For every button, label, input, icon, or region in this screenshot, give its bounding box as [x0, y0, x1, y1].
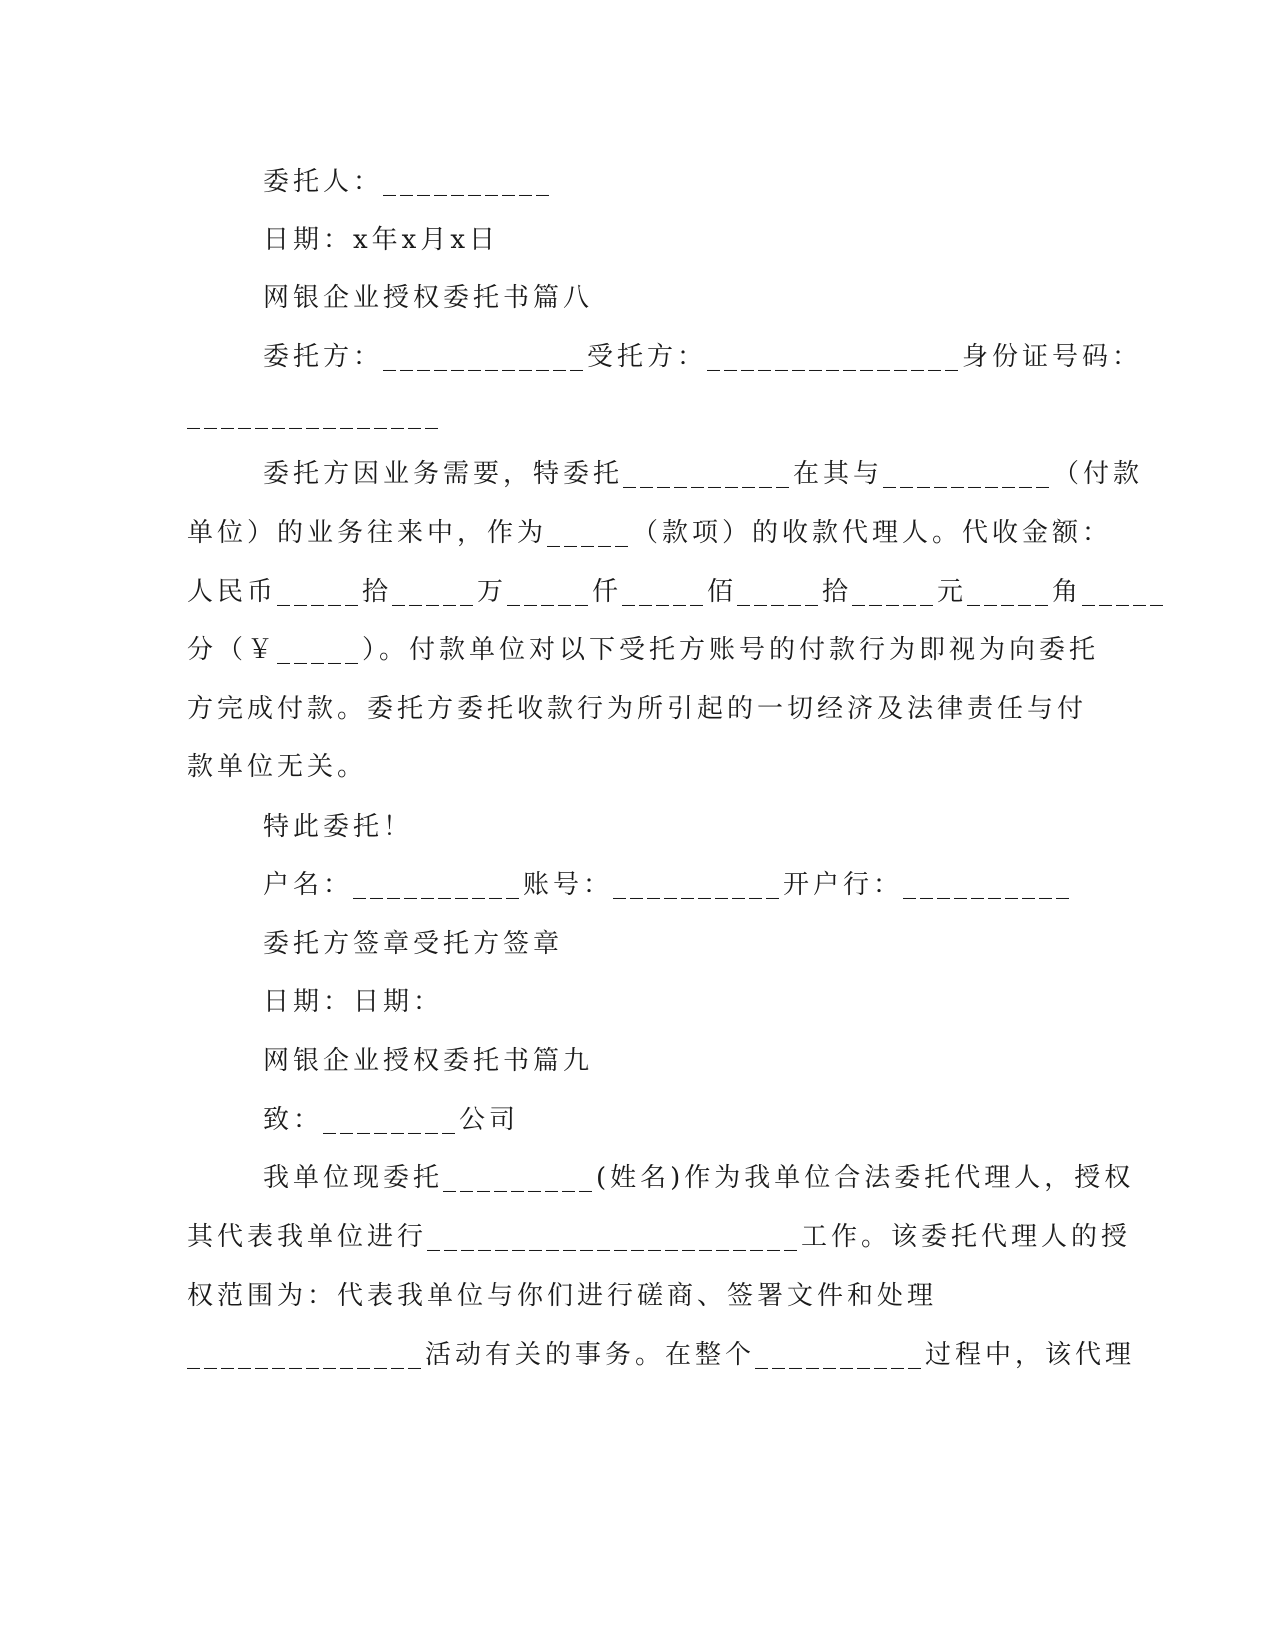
account-line: 户名：__________账号：__________开户行：__________: [263, 870, 1074, 900]
closing-line: 特此委托！: [263, 812, 414, 842]
paragraph-line: 单位）的业务往来中，作为_____（款项）的收款代理人。代收金额：: [187, 518, 1113, 548]
signature-date-line: 日期：日期：: [263, 987, 444, 1017]
paragraph-line: 我单位现委托_________(姓名)作为我单位合法委托代理人，授权: [263, 1163, 1135, 1193]
amount-line: 人民币_____拾_____万_____仟_____佰_____拾_____元_____角_____: [187, 577, 1168, 607]
parties-line: 委托方：____________受托方：_______________身份证号码：: [263, 342, 1143, 372]
paragraph-line: 分（￥_____）。付款单位对以下受托方账号的付款行为即视为向委托: [187, 635, 1100, 665]
date-line: 日期：x年x月x日: [263, 225, 499, 255]
paragraph-line: 其代表我单位进行______________________工作。该委托代理人的授: [187, 1222, 1132, 1252]
id-number-blank: _______________: [187, 400, 442, 430]
paragraph-line: ______________活动有关的事务。在整个__________过程中，该代理: [187, 1340, 1136, 1370]
paragraph-line: 委托方因业务需要，特委托__________在其与__________（付款: [263, 459, 1144, 489]
paragraph-line: 权范围为：代表我单位与你们进行磋商、签署文件和处理: [187, 1281, 938, 1311]
paragraph-line: 方完成付款。委托方委托收款行为所引起的一切经济及法律责任与付: [187, 694, 1088, 724]
addressee-line: 致：________公司: [263, 1105, 520, 1135]
paragraph-line: 款单位无关。: [187, 752, 368, 782]
section-heading-8: 网银企业授权委托书篇八: [263, 283, 594, 313]
signature-line: 委托方签章受托方签章: [263, 929, 564, 959]
section-heading-9: 网银企业授权委托书篇九: [263, 1046, 594, 1076]
principal-line: 委托人：__________: [263, 167, 554, 197]
